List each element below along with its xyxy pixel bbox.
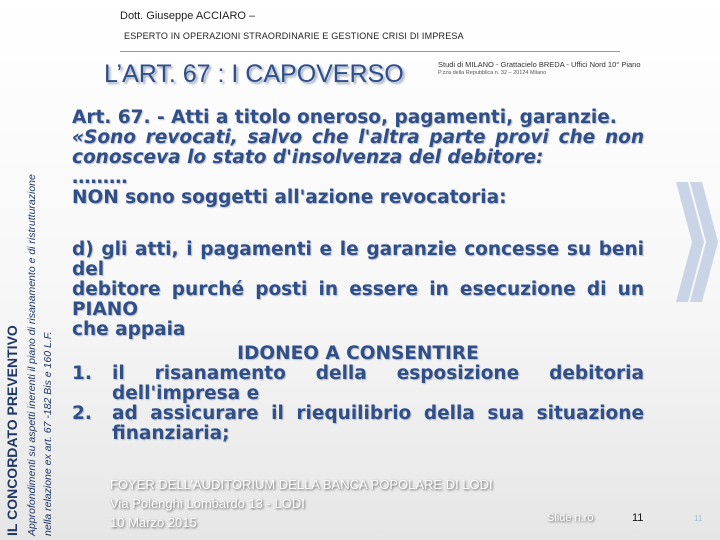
list-item-number: 2.	[72, 403, 92, 424]
idoneo-line: IDONEO A CONSENTIRE	[237, 343, 479, 364]
quote-line-1: «Sono revocati, salvo che l'altra parte provi che non	[72, 127, 644, 148]
not-subject-line: NON sono soggetti all'azione revocatoria:	[72, 187, 507, 208]
sidebar-title: IL CONCORDATO PREVENTIVO	[4, 325, 20, 536]
studio-address-1: Studi di MILANO - Grattacielo BREDA - Uffici Nord 10° Piano	[438, 60, 641, 69]
header-role: ESPERTO IN OPERAZIONI STRAORDINARIE E GESTIONE CRISI DI IMPRESA	[124, 31, 464, 41]
footer-date: 10 Marzo 2015	[110, 515, 197, 530]
list-item-line-2: dell'impresa e	[112, 383, 260, 404]
slide-body	[72, 108, 644, 444]
footer-line-1: FOYER DELL’AUDITORIUM DELLA BANCA POPOLARE DI LODI	[110, 477, 493, 492]
list-item-line-1: ad assicurare il riequilibrio della sua situazione	[112, 403, 644, 424]
clause-d-line-3: che appaia	[72, 319, 186, 340]
list-item-number: 1.	[72, 363, 92, 384]
sidebar-subtitle-1: Approfondimenti su aspetti inerenti il piano di risanamento e di ristrutturazione	[26, 174, 38, 536]
clause-d-line-1: d) gli atti, i pagamenti e le garanzie concesse su beni del	[72, 239, 644, 280]
list-item	[72, 404, 644, 444]
header-divider	[120, 51, 620, 52]
slide-title: L’ART. 67 : I CAPOVERSO	[104, 60, 404, 88]
list-item-line-1: il risanamento della esposizione debitoria	[112, 363, 644, 384]
slide-number-corner: 11	[694, 514, 703, 523]
article-heading: Art. 67. - Atti a titolo oneroso, pagamenti, garanzie.	[72, 107, 617, 128]
slide-number-label: Slide n.ro	[547, 512, 594, 524]
ellipsis: ………	[72, 167, 128, 188]
sidebar-subtitle-2: nella relazione ex art. 67 -182 Bis e 160 L.F.	[42, 331, 54, 536]
slide-number: 11	[632, 512, 644, 524]
quote-line-2: conosceva lo stato d'insolvenza del debitore:	[72, 147, 544, 168]
header-author: Dott. Giuseppe ACCIARO –	[120, 10, 256, 22]
list-item-line-2: finanziaria;	[112, 423, 230, 444]
studio-address-2: P.zza della Repubblica n. 32 – 20124 Milano	[438, 70, 547, 76]
footer-venue	[110, 475, 493, 532]
clause-d-line-2: debitore purché posti in essere in esecuzione di un PIANO	[72, 279, 644, 320]
double-chevron-right-icon	[676, 182, 720, 302]
list-item	[72, 364, 644, 404]
footer-line-2: Via Polenghi Lombardo 13 - LODI	[110, 496, 305, 511]
